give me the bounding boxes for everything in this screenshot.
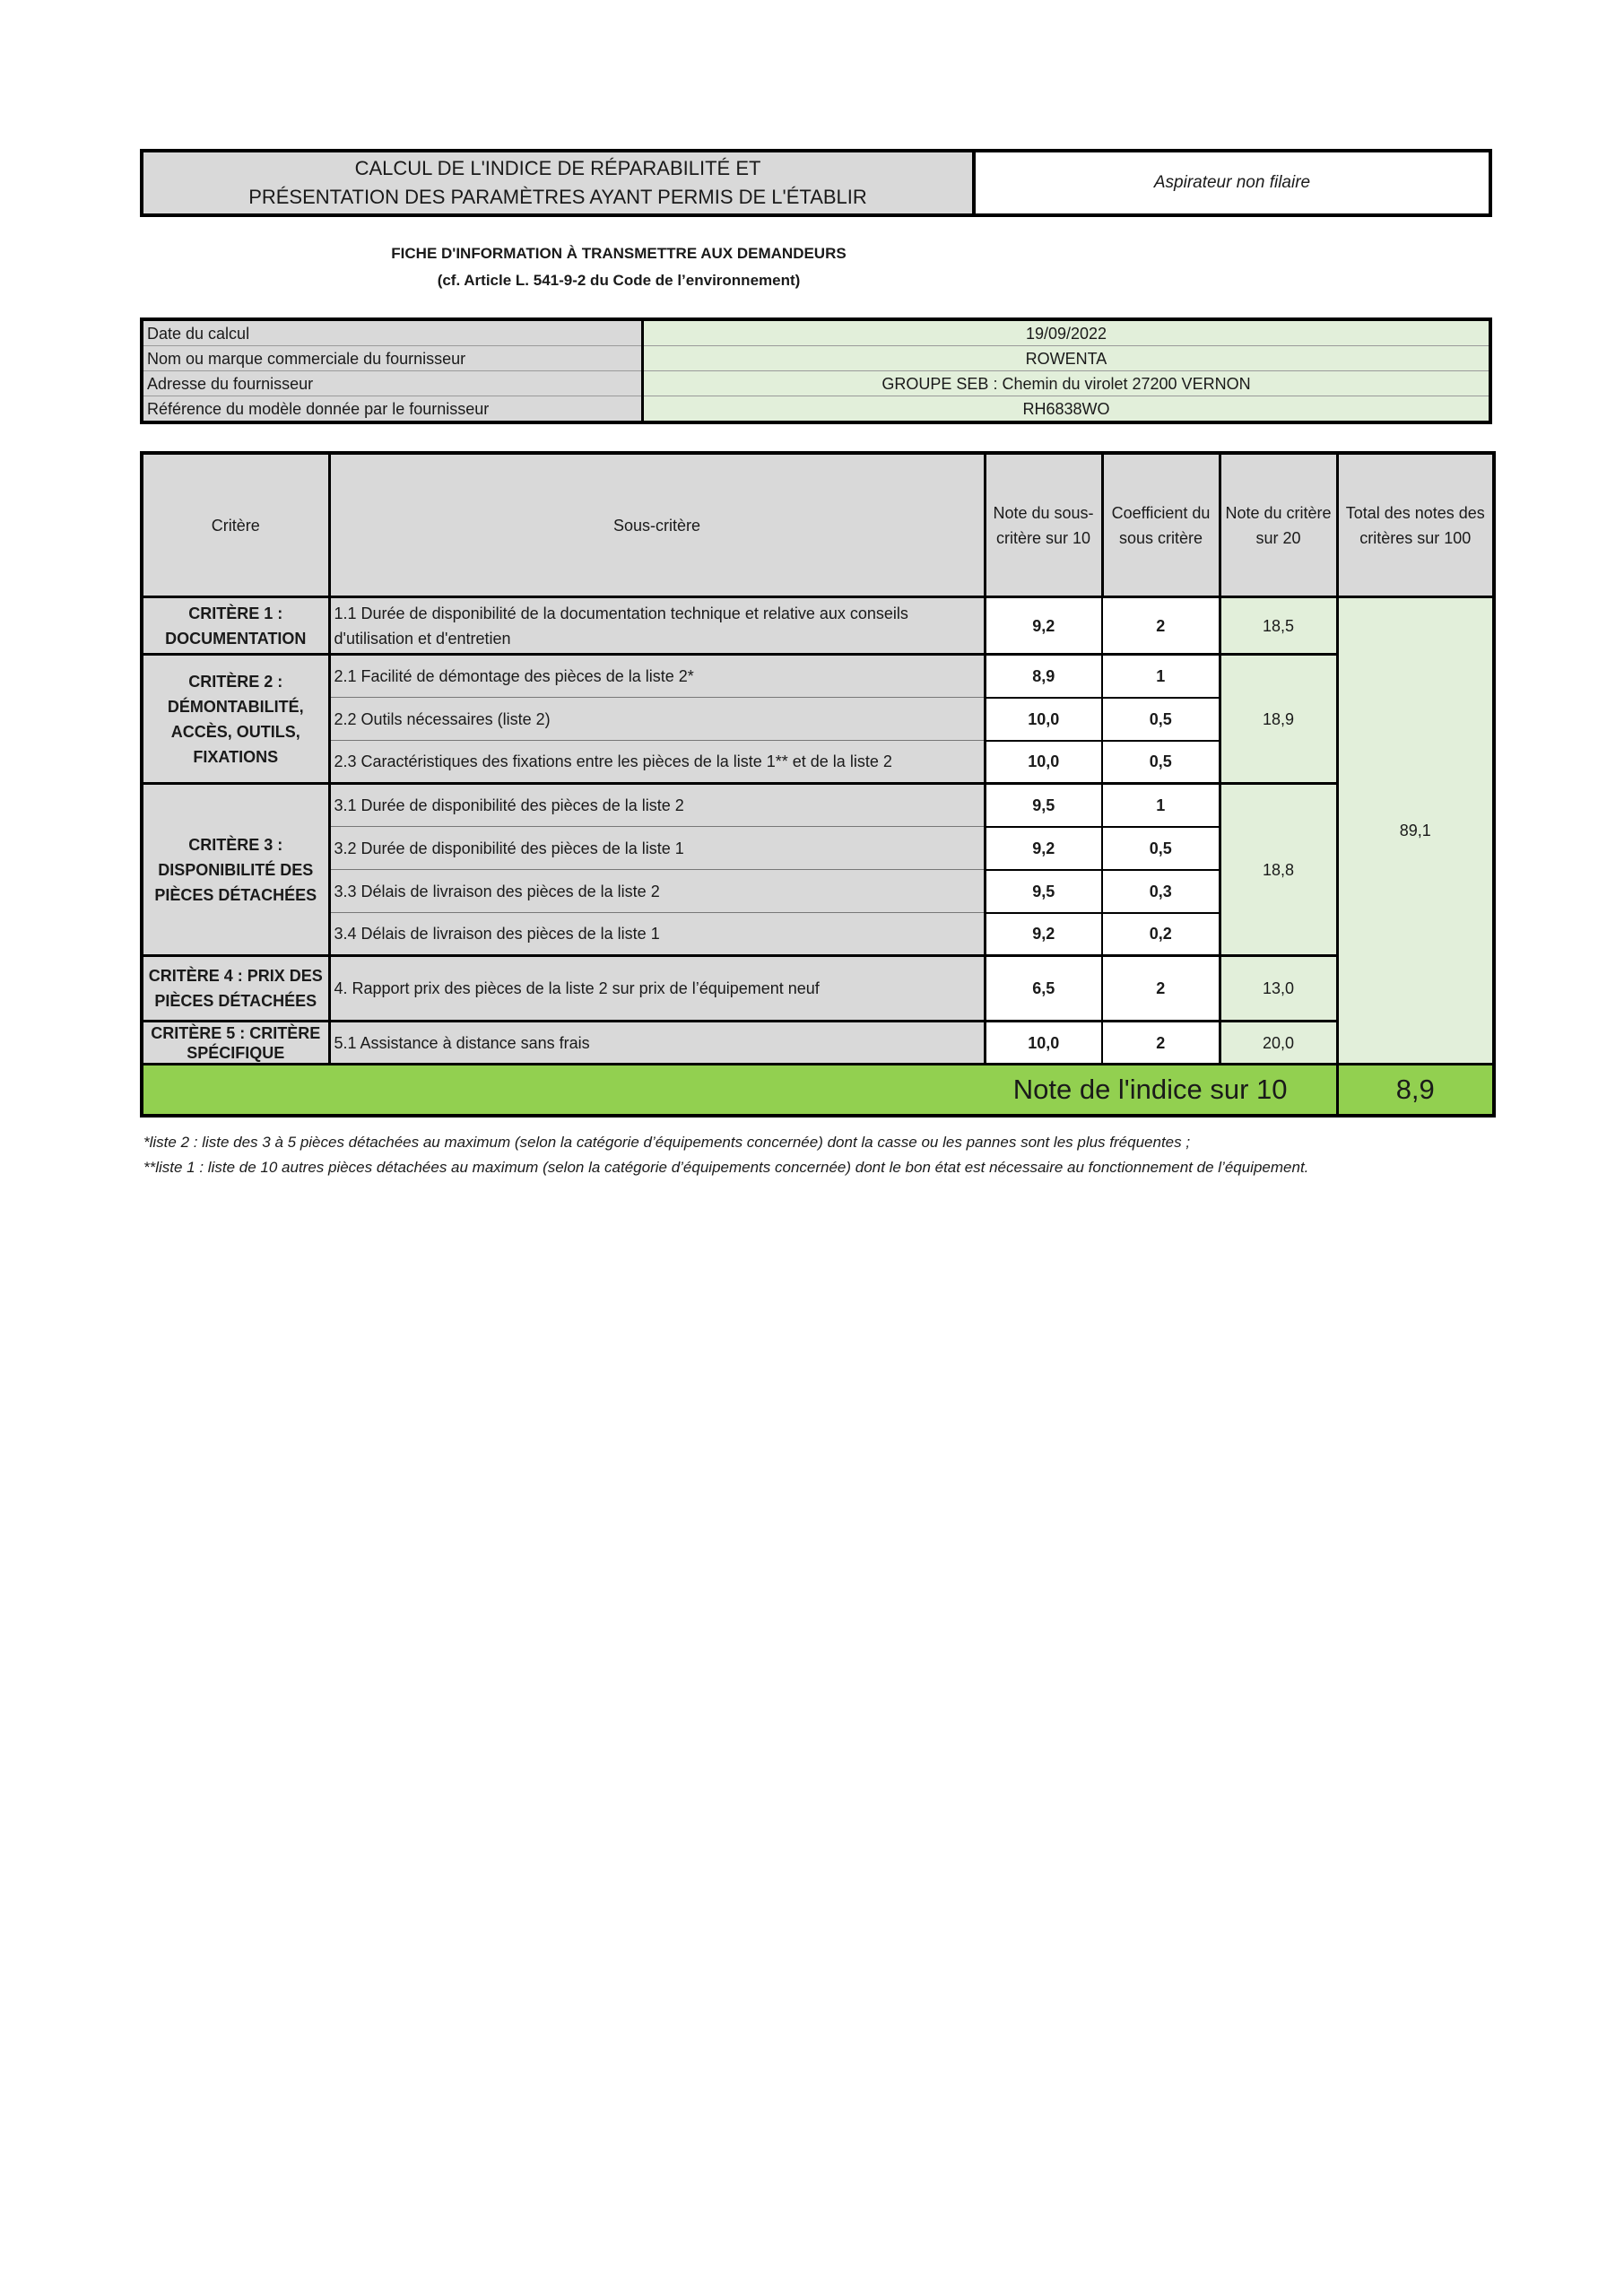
table-row: [142, 956, 1494, 1022]
header: [140, 149, 1492, 217]
sub-criterion-label: 3.1 Durée de disponibilité des pièces de la liste 2: [329, 784, 985, 827]
sub-criterion-note: 9,5: [985, 870, 1102, 913]
repairability-score-table: [140, 451, 1496, 1118]
sub-criterion-note: 10,0: [985, 698, 1102, 741]
table-row: [142, 784, 1494, 827]
header-note: Note du sous-critère sur 10: [985, 453, 1102, 597]
table-row: [142, 597, 1494, 655]
final-score-label: Note de l'indice sur 10: [142, 1065, 1337, 1117]
supplier-info-table: [140, 317, 1492, 424]
sub-criterion-label: 3.3 Délais de livraison des pièces de la liste 2: [329, 870, 985, 913]
sub-criterion-note: 9,2: [985, 827, 1102, 870]
sub-criterion-label: 5.1 Assistance à distance sans frais: [329, 1022, 985, 1065]
info-row: [142, 371, 1490, 396]
sub-criterion-coef: 2: [1102, 1022, 1220, 1065]
sub-criterion-coef: 0,5: [1102, 827, 1220, 870]
criterion-3-name: CRITÈRE 3 : DISPONIBILITÉ DES PIÈCES DÉTACHÉES: [142, 784, 329, 956]
criterion-4-score: 13,0: [1220, 956, 1337, 1022]
header-sous-critere: Sous-critère: [329, 453, 985, 597]
footnotes: [143, 1130, 1489, 1180]
table-row: [142, 655, 1494, 698]
info-value: 19/09/2022: [643, 319, 1491, 346]
table-row: [142, 1022, 1494, 1065]
sub-criterion-coef: 0,5: [1102, 698, 1220, 741]
sub-criterion-label: 2.3 Caractéristiques des fixations entre les pièces de la liste 1** et de la liste 2: [329, 741, 985, 784]
info-row: [142, 319, 1490, 346]
criterion-5-score: 20,0: [1220, 1022, 1337, 1065]
title-line-1: CALCUL DE L'INDICE DE RÉPARABILITÉ ET: [354, 157, 761, 179]
info-value: RH6838WO: [643, 396, 1491, 423]
sub-criterion-label: 4. Rapport prix des pièces de la liste 2 sur prix de l’équipement neuf: [329, 956, 985, 1022]
sub-criterion-label: 1.1 Durée de disponibilité de la documentation technique et relative aux conseils d'utilisation et d'entretien: [329, 597, 985, 655]
info-value: ROWENTA: [643, 346, 1491, 371]
product-type: Aspirateur non filaire: [976, 149, 1492, 217]
criterion-3-score: 18,8: [1220, 784, 1337, 956]
info-row: [142, 346, 1490, 371]
sub-criterion-coef: 1: [1102, 784, 1220, 827]
sub-criterion-note: 9,5: [985, 784, 1102, 827]
fiche-line-1: FICHE D'INFORMATION À TRANSMETTRE AUX DEMANDEURS: [391, 245, 847, 262]
criterion-1-name: CRITÈRE 1 : DOCUMENTATION: [142, 597, 329, 655]
sub-criterion-label: 2.1 Facilité de démontage des pièces de la liste 2*: [329, 655, 985, 698]
header-critere: Critère: [142, 453, 329, 597]
sub-criterion-label: 2.2 Outils nécessaires (liste 2): [329, 698, 985, 741]
total-score: 89,1: [1337, 597, 1494, 1065]
criterion-5-name: CRITÈRE 5 : CRITÈRE SPÉCIFIQUE: [142, 1022, 329, 1065]
header-total: Total des notes des critères sur 100: [1337, 453, 1494, 597]
footnote-list-2: *liste 2 : liste des 3 à 5 pièces détachées au maximum (selon la catégorie d’équipements concernée) dont la casse ou les pannes sont les plus fréquentes ;: [143, 1134, 1191, 1151]
fiche-line-2: (cf. Article L. 541-9-2 du Code de l’environnement): [437, 272, 801, 289]
sub-criterion-coef: 1: [1102, 655, 1220, 698]
sub-criterion-coef: 0,2: [1102, 913, 1220, 956]
info-label: Adresse du fournisseur: [142, 371, 643, 396]
final-score-value: 8,9: [1337, 1065, 1494, 1117]
sub-criterion-note: 8,9: [985, 655, 1102, 698]
final-score-row: [142, 1065, 1494, 1117]
document-title: [140, 149, 976, 217]
info-row: [142, 396, 1490, 423]
header-note-critere: Note du critère sur 20: [1220, 453, 1337, 597]
sub-criterion-label: 3.4 Délais de livraison des pièces de la liste 1: [329, 913, 985, 956]
sub-criterion-coef: 0,5: [1102, 741, 1220, 784]
sub-criterion-coef: 2: [1102, 597, 1220, 655]
info-label: Nom ou marque commerciale du fournisseur: [142, 346, 643, 371]
sub-criterion-coef: 0,3: [1102, 870, 1220, 913]
criterion-2-score: 18,9: [1220, 655, 1337, 784]
criterion-1-score: 18,5: [1220, 597, 1337, 655]
sub-criterion-note: 10,0: [985, 741, 1102, 784]
fiche-heading: [140, 240, 1098, 294]
sub-criterion-note: 6,5: [985, 956, 1102, 1022]
sub-criterion-note: 9,2: [985, 597, 1102, 655]
title-line-2: PRÉSENTATION DES PARAMÈTRES AYANT PERMIS DE L'ÉTABLIR: [248, 186, 867, 208]
table-header-row: [142, 453, 1494, 597]
sub-criterion-coef: 2: [1102, 956, 1220, 1022]
sub-criterion-note: 9,2: [985, 913, 1102, 956]
info-label: Référence du modèle donnée par le fournisseur: [142, 396, 643, 423]
sub-criterion-label: 3.2 Durée de disponibilité des pièces de la liste 1: [329, 827, 985, 870]
info-value: GROUPE SEB : Chemin du virolet 27200 VERNON: [643, 371, 1491, 396]
footnote-list-1: **liste 1 : liste de 10 autres pièces détachées au maximum (selon la catégorie d’équipements concernée) dont le bon état est nécessaire au fonctionnement de l’équipement.: [143, 1159, 1309, 1176]
sub-criterion-note: 10,0: [985, 1022, 1102, 1065]
criterion-2-name: CRITÈRE 2 : DÉMONTABILITÉ, ACCÈS, OUTILS, FIXATIONS: [142, 655, 329, 784]
header-coef: Coefficient du sous critère: [1102, 453, 1220, 597]
info-label: Date du calcul: [142, 319, 643, 346]
criterion-4-name: CRITÈRE 4 : PRIX DES PIÈCES DÉTACHÉES: [142, 956, 329, 1022]
